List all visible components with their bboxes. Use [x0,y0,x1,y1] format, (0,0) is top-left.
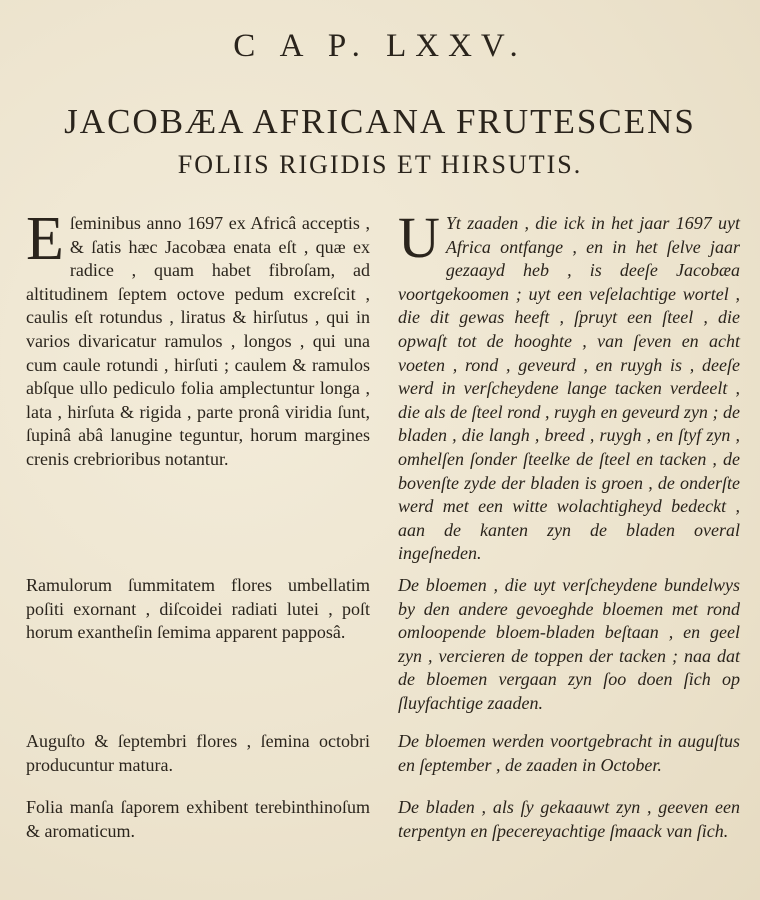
dutch-paragraph-text: Yt zaaden , die ick in het jaar 1697 uyt Africa ontfange , en in het ſelve jaar gezaayd heb , is deeſe Jacobæa voortgekoomen ; uyt een veſelachtige wortel , die dit gewas heeft , ſpruyt een ſteel , die opwaſt tot de hooghte , van ſeven en acht voeten , rond , geveurd , en ruygh is , deeſe werd in verſcheydene lange tacken verdeelt , die als de ſteel rond , ruygh en geveurd zyn ; de bladen , die langh , breed , ruygh , en ſtyf zyn , omhelſen ſonder ſteelke de ſteel en tacken , de bovenſte zyde der bladen is groen , de onderſte werd met een witte wolachtigheyd bedeckt , aan de kanten zyn de bladen overal ingeſneden. [398,213,740,564]
dutch-paragraph-flowering-time: De bloemen werden voortgebracht in auguſtus en ſeptember , de zaaden in October. [398,731,740,775]
dutch-paragraph-description [398,205,740,566]
latin-paragraph-description [26,205,370,472]
dutch-drop-cap: U [398,205,440,270]
dutch-paragraph-taste: De bladen , als ſy gekaauwt zyn , geeven een terpentyn en ſpecereyachtige ſmaack van ſich. [398,797,740,841]
chapter-heading: C A P. LXXV. [233,28,527,64]
page-title: JACOBÆA AFRICANA FRUTESCENS [64,102,696,141]
latin-paragraph-flowers: Ramulorum ſummitatem flores umbellatim poſiti exornant , diſcoidei radiati lutei , poſt horum exantheſin ſemima apparent papposâ. [26,575,370,643]
page-subtitle: FOLIIS RIGIDIS ET HIRSUTIS. [177,150,583,179]
latin-drop-cap: E [26,205,64,273]
latin-paragraph-flowering-time: Auguſto & ſeptembri flores , ſemina octobri producuntur matura. [26,731,370,775]
latin-paragraph-taste: Folia manſa ſaporem exhibent terebinthinoſum & aromaticum. [26,797,370,841]
latin-paragraph-text: ſeminibus anno 1697 ex Africâ acceptis , & ſatis hæc Jacobæa enata eſt , quæ ex radice , quam habet fibroſam, ad altitudinem ſeptem octove pedum excreſcit , caulis eſt rotundus , liratus & hirſutus , qui in varios divaricatur ramulos , longos , qui una cum caule rotundi , hirſuti ; caulem & ramulos abſque ullo pediculo folia amplectuntur longa , lata , hirſuta & rigida , parte pronâ viridia ſunt, ſupinâ abâ lanugine teguntur, horum margines crenis crebrioribus notantur. [26,213,370,469]
dutch-paragraph-flowers: De bloemen , die uyt verſcheydene bundelwys by den andere gevoeghde bloemen met rond omloopende bloem-bladen beſtaan , en geel zyn , vercieren de toppen der tacken ; naa dat de bloemen vergaan zyn ſoo doen ſich op ſluyfachtige zaaden. [398,575,740,713]
